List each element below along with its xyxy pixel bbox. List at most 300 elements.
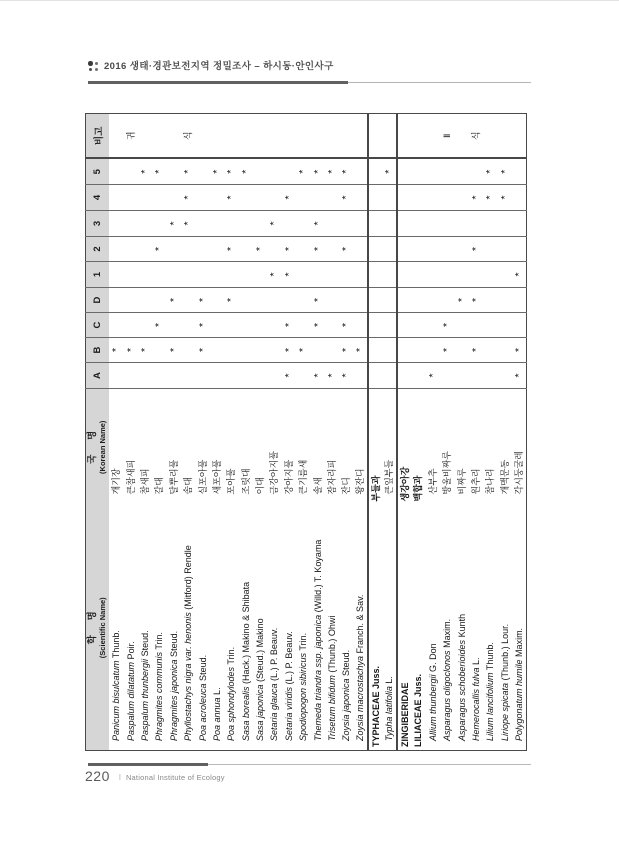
species-row: [267, 114, 281, 751]
scientific-name-cell: Asparagus oligoclonos Maxim.: [442, 618, 453, 741]
scientific-name-cell: Polygonatum humile Maxim.: [513, 627, 524, 741]
korean-name-cell: 금강아지풀: [269, 451, 280, 495]
occurrence-mark-cell-4: [239, 185, 253, 211]
occurrence-mark-cell-5: *: [152, 159, 166, 185]
occurrence-mark-cell-4: [512, 185, 526, 211]
occurrence-mark-cell-C: *: [339, 313, 353, 338]
occurrence-mark-cell-1: [483, 262, 497, 288]
occurrence-mark-cell-A: [239, 363, 253, 389]
occurrence-mark-cell-D: [368, 288, 382, 313]
occurrence-mark-cell-B: *: [195, 338, 209, 363]
occurrence-mark-cell-5: *: [339, 159, 353, 185]
occurrence-mark-cell-4: *: [483, 185, 497, 211]
occurrence-mark-cell-C: [181, 313, 195, 338]
occurrence-mark-cell-2: [498, 237, 512, 262]
occurrence-mark-cell-D: *: [310, 288, 324, 313]
occurrence-mark-cell-4: [167, 185, 181, 211]
occurrence-mark-cell-1: *: [282, 262, 296, 288]
remark-cell: [224, 114, 238, 159]
occurrence-mark-cell-D: [152, 288, 166, 313]
occurrence-mark-cell-A: [354, 363, 368, 389]
occurrence-mark-cell-C: [498, 313, 512, 338]
occurrence-mark-cell-A: [483, 363, 497, 389]
scientific-name-cell: Hemerocallis fulva L.: [470, 657, 481, 741]
korean-name-cell: 왕잔디: [355, 468, 366, 495]
species-row: [195, 114, 209, 751]
family-row: [368, 114, 382, 751]
occurrence-mark-cell-B: [382, 338, 396, 363]
occurrence-mark-cell-3: [411, 211, 425, 237]
remark-cell: [498, 114, 512, 159]
occurrence-mark-cell-B: [181, 338, 195, 363]
occurrence-mark-cell-4: [354, 185, 368, 211]
occurrence-mark-cell-3: [138, 211, 152, 237]
occurrence-mark-cell-A: [397, 363, 411, 389]
remark-cell: [397, 114, 411, 159]
institute-name: National Institute of Ecology: [125, 773, 225, 782]
header-row: [86, 114, 110, 751]
occurrence-mark-cell-D: *: [469, 288, 483, 313]
occurrence-mark-cell-3: [382, 211, 396, 237]
remark-cell: [267, 114, 281, 159]
occurrence-mark-cell-C: [109, 313, 123, 338]
occurrence-mark-cell-B: [498, 338, 512, 363]
occurrence-mark-cell-C: [397, 313, 411, 338]
remark-cell: [454, 114, 468, 159]
occurrence-mark-cell-1: [123, 262, 137, 288]
occurrence-mark-cell-B: *: [167, 338, 181, 363]
occurrence-mark-cell-2: [397, 237, 411, 262]
scientific-name-cell: TYPHACEAE Juss.: [368, 506, 382, 751]
occurrence-mark-cell-C: [267, 313, 281, 338]
korean-name-cell: 솔새: [312, 477, 323, 495]
occurrence-mark-cell-A: [469, 363, 483, 389]
species-row: [339, 114, 353, 751]
occurrence-mark-cell-4: [109, 185, 123, 211]
occurrence-mark-cell-4: [397, 185, 411, 211]
scientific-name-cell: Themeda triandra ssp. japonica (Willd.) T. Koyama: [312, 539, 323, 741]
scientific-name-cell: Panicum bisulcatum Thunb.: [111, 630, 122, 741]
occurrence-mark-cell-A: [224, 363, 238, 389]
occurrence-mark-cell-D: [440, 288, 454, 313]
occurrence-mark-cell-3: [195, 211, 209, 237]
occurrence-mark-cell-D: [138, 288, 152, 313]
occurrence-mark-cell-B: *: [109, 338, 123, 363]
occurrence-mark-cell-4: [426, 185, 440, 211]
occurrence-mark-cell-1: *: [267, 262, 281, 288]
species-row: [167, 114, 181, 751]
occurrence-mark-cell-3: *: [267, 211, 281, 237]
korean-name-cell: 참새피: [139, 468, 150, 495]
occurrence-mark-cell-D: [498, 288, 512, 313]
occurrence-mark-cell-2: [354, 237, 368, 262]
occurrence-mark-cell-D: [123, 288, 137, 313]
occurrence-mark-cell-B: [411, 338, 425, 363]
occurrence-mark-cell-5: [354, 159, 368, 185]
occurrence-mark-cell-B: *: [440, 338, 454, 363]
occurrence-mark-cell-5: *: [498, 159, 512, 185]
occurrence-mark-cell-2: [195, 237, 209, 262]
species-row: [210, 114, 224, 751]
remark-cell: [109, 114, 123, 159]
occurrence-mark-cell-5: [469, 159, 483, 185]
table-header: [86, 114, 110, 751]
occurrence-mark-cell-5: [253, 159, 267, 185]
scientific-name-cell: Zoysia japonica Steud.: [341, 649, 352, 741]
occurrence-mark-cell-3: [239, 211, 253, 237]
remark-cell: [512, 114, 526, 159]
occurrence-mark-cell-B: [368, 338, 382, 363]
occurrence-mark-cell-B: *: [339, 338, 353, 363]
occurrence-mark-cell-C: [512, 313, 526, 338]
occurrence-mark-cell-3: [469, 211, 483, 237]
remark-cell: [354, 114, 368, 159]
occurrence-mark-cell-1: [109, 262, 123, 288]
occurrence-mark-cell-B: [310, 338, 324, 363]
occurrence-mark-cell-A: [296, 363, 310, 389]
page-number: 220: [85, 768, 110, 784]
occurrence-mark-cell-D: [483, 288, 497, 313]
occurrence-mark-cell-4: [325, 185, 339, 211]
remark-cell: [253, 114, 267, 159]
remark-cell: [282, 114, 296, 159]
occurrence-mark-cell-2: [181, 237, 195, 262]
scientific-name-cell: Poa annua L.: [211, 687, 222, 741]
occurrence-mark-cell-A: *: [325, 363, 339, 389]
occurrence-mark-cell-C: [138, 313, 152, 338]
scientific-name-cell: Phragmites japonica Steud.: [168, 630, 179, 741]
header-rule: [88, 81, 531, 84]
scientific-name-cell: Allium thunbergii G. Don: [427, 643, 438, 741]
occurrence-mark-cell-1: [239, 262, 253, 288]
occurrence-mark-cell-3: [224, 211, 238, 237]
remark-cell: 식: [469, 114, 483, 159]
occurrence-mark-cell-5: *: [382, 159, 396, 185]
species-row: [282, 114, 296, 751]
korean-name-cell: 조릿대: [240, 468, 251, 495]
scientific-name-cell: Poa acroleuca Steud.: [197, 654, 208, 741]
occurrence-mark-cell-4: [138, 185, 152, 211]
korean-name-cell: 큰잎부들: [384, 459, 395, 495]
occurrence-mark-cell-3: [512, 211, 526, 237]
korean-name-cell: 달뿌리풀: [168, 459, 179, 495]
occurrence-mark-cell-4: [267, 185, 281, 211]
korean-name-cell: 잠자리피: [327, 459, 338, 495]
occurrence-mark-cell-4: [296, 185, 310, 211]
occurrence-mark-cell-B: *: [138, 338, 152, 363]
occurrence-mark-cell-B: [454, 338, 468, 363]
korean-name-cell: 이대: [255, 477, 266, 495]
remark-cell: [296, 114, 310, 159]
occurrence-mark-cell-D: [339, 288, 353, 313]
occurrence-mark-cell-C: [239, 313, 253, 338]
occurrence-mark-cell-C: [123, 313, 137, 338]
occurrence-mark-cell-1: [152, 262, 166, 288]
scientific-name-cell: Typha latifolia L.: [384, 676, 395, 741]
occurrence-mark-cell-2: [411, 237, 425, 262]
occurrence-mark-cell-C: [426, 313, 440, 338]
occurrence-mark-cell-D: [239, 288, 253, 313]
occurrence-mark-cell-1: [440, 262, 454, 288]
col-header-korean-name: 국 명 (Korean Name): [86, 389, 110, 506]
occurrence-mark-cell-3: *: [310, 211, 324, 237]
occurrence-mark-cell-B: [224, 338, 238, 363]
occurrence-mark-cell-2: *: [224, 237, 238, 262]
occurrence-mark-cell-D: [325, 288, 339, 313]
occurrence-mark-cell-C: [469, 313, 483, 338]
occurrence-mark-cell-C: *: [282, 313, 296, 338]
occurrence-mark-cell-3: [282, 211, 296, 237]
col-header-remark: 비고: [86, 114, 110, 159]
col-header-site-1: 1: [86, 262, 110, 288]
scientific-name-cell: Setaria viridis (L.) P. Beauv.: [283, 631, 294, 741]
species-row: [483, 114, 497, 751]
occurrence-mark-cell-A: [498, 363, 512, 389]
scientific-name-cell: Sasa borealis (Hack.) Makino & Shibata: [240, 581, 251, 741]
occurrence-mark-cell-C: [382, 313, 396, 338]
occurrence-mark-cell-D: *: [224, 288, 238, 313]
occurrence-mark-cell-2: [382, 237, 396, 262]
korean-name-cell: 큰참새피: [125, 459, 136, 495]
occurrence-mark-cell-5: [167, 159, 181, 185]
occurrence-mark-cell-2: [368, 237, 382, 262]
occurrence-mark-cell-C: [354, 313, 368, 338]
occurrence-mark-cell-1: [167, 262, 181, 288]
occurrence-mark-cell-5: *: [325, 159, 339, 185]
occurrence-mark-cell-A: *: [310, 363, 324, 389]
occurrence-mark-cell-1: [195, 262, 209, 288]
occurrence-mark-cell-A: [253, 363, 267, 389]
species-row: [354, 114, 368, 751]
occurrence-mark-cell-1: [325, 262, 339, 288]
occurrence-mark-cell-B: [483, 338, 497, 363]
occurrence-mark-cell-3: [210, 211, 224, 237]
occurrence-mark-cell-2: [440, 237, 454, 262]
occurrence-mark-cell-2: [426, 237, 440, 262]
occurrence-mark-cell-A: [109, 363, 123, 389]
occurrence-mark-cell-3: *: [181, 211, 195, 237]
occurrence-mark-cell-D: *: [167, 288, 181, 313]
remark-cell: [239, 114, 253, 159]
occurrence-mark-cell-2: [123, 237, 137, 262]
occurrence-mark-cell-4: [210, 185, 224, 211]
remark-cell: [310, 114, 324, 159]
species-row: [498, 114, 512, 751]
occurrence-mark-cell-A: [382, 363, 396, 389]
remark-cell: [167, 114, 181, 159]
occurrence-mark-cell-D: [411, 288, 425, 313]
occurrence-mark-cell-C: [210, 313, 224, 338]
col-header-site-2: 2: [86, 237, 110, 262]
species-row: [253, 114, 267, 751]
occurrence-mark-cell-C: [167, 313, 181, 338]
occurrence-mark-cell-4: [382, 185, 396, 211]
scientific-name-cell: Phragmites communis Trin.: [154, 631, 165, 741]
occurrence-mark-cell-C: [454, 313, 468, 338]
scientific-name-cell: Lilium lancifolium Thunb.: [485, 642, 496, 741]
remark-cell: [152, 114, 166, 159]
occurrence-mark-cell-B: *: [354, 338, 368, 363]
occurrence-mark-cell-2: [138, 237, 152, 262]
scientific-name-cell: ZINGIBERIDAE: [397, 506, 411, 751]
occurrence-mark-cell-D: [382, 288, 396, 313]
occurrence-mark-cell-3: [440, 211, 454, 237]
korean-name-cell: 강아지풀: [283, 459, 294, 495]
occurrence-mark-cell-5: *: [138, 159, 152, 185]
occurrence-mark-cell-1: [339, 262, 353, 288]
occurrence-mark-cell-5: [267, 159, 281, 185]
occurrence-mark-cell-3: [483, 211, 497, 237]
occurrence-mark-cell-5: [454, 159, 468, 185]
col-header-scientific-name: 학 명 (Scientific Name): [86, 506, 110, 751]
korean-name-cell: 잔디: [341, 477, 352, 495]
occurrence-mark-cell-D: [397, 288, 411, 313]
occurrence-mark-cell-2: *: [339, 237, 353, 262]
section-dots-icon: [88, 60, 99, 74]
occurrence-mark-cell-1: [224, 262, 238, 288]
scientific-name-cell: Sasa japonica (Steud.) Makino: [255, 618, 266, 741]
footer-rule: [88, 763, 531, 766]
species-row: [224, 114, 238, 751]
occurrence-mark-cell-A: *: [426, 363, 440, 389]
scientific-name-cell: Spodiopogon sibiricus Trin.: [298, 632, 309, 741]
occurrence-mark-cell-D: [282, 288, 296, 313]
occurrence-mark-cell-C: [368, 313, 382, 338]
occurrence-mark-cell-B: [397, 338, 411, 363]
occurrence-mark-cell-1: [138, 262, 152, 288]
scientific-name-cell: Setaria glauca (L.) P. Beauv.: [269, 627, 280, 741]
occurrence-mark-cell-4: [253, 185, 267, 211]
korean-name-cell: 새포아풀: [211, 459, 222, 495]
family-row: [411, 114, 425, 751]
page-footer: [85, 769, 225, 783]
occurrence-mark-cell-B: [267, 338, 281, 363]
species-occurrence-table: [85, 113, 527, 751]
occurrence-mark-cell-A: [195, 363, 209, 389]
col-header-site-D: D: [86, 288, 110, 313]
occurrence-mark-cell-4: *: [224, 185, 238, 211]
occurrence-mark-cell-4: [152, 185, 166, 211]
col-header-site-3: 3: [86, 211, 110, 237]
occurrence-mark-cell-2: [512, 237, 526, 262]
occurrence-mark-cell-3: [397, 211, 411, 237]
occurrence-mark-cell-4: [454, 185, 468, 211]
occurrence-mark-cell-B: *: [123, 338, 137, 363]
occurrence-mark-cell-A: [123, 363, 137, 389]
korean-name-cell: 큰기름새: [298, 459, 309, 495]
occurrence-mark-cell-5: [195, 159, 209, 185]
occurrence-mark-cell-2: *: [253, 237, 267, 262]
occurrence-mark-cell-3: [354, 211, 368, 237]
korean-name-cell: 개기장: [111, 468, 122, 495]
remark-cell: [195, 114, 209, 159]
remark-cell: [325, 114, 339, 159]
occurrence-mark-cell-5: *: [181, 159, 195, 185]
occurrence-mark-cell-D: [253, 288, 267, 313]
occurrence-mark-cell-1: [426, 262, 440, 288]
occurrence-mark-cell-B: *: [512, 338, 526, 363]
scientific-name-cell: Trisetum bifidum (Thunb.) Ohwi: [327, 615, 338, 741]
report-title: 2016 생태·경관보전지역 정밀조사 – 하시동·안인사구: [104, 61, 334, 72]
species-row: [469, 114, 483, 751]
korean-name-cell: 포아풀: [226, 468, 237, 495]
scientific-name-cell: Zoysia macrostachya Franch. & Sav.: [355, 594, 366, 741]
korean-name-cell: 참나리: [485, 468, 496, 495]
scientific-name-cell: Liriope spicata (Thunb.) Lour.: [499, 623, 510, 741]
species-row: [325, 114, 339, 751]
occurrence-mark-cell-1: [210, 262, 224, 288]
occurrence-mark-cell-5: [512, 159, 526, 185]
footer-separator: ǀ: [118, 773, 121, 782]
occurrence-mark-cell-C: [325, 313, 339, 338]
korean-name-cell: 백합과: [413, 475, 424, 502]
occurrence-mark-cell-4: *: [339, 185, 353, 211]
col-header-site-5: 5: [86, 159, 110, 185]
occurrence-mark-cell-2: [296, 237, 310, 262]
occurrence-mark-cell-1: [253, 262, 267, 288]
occurrence-mark-cell-C: [483, 313, 497, 338]
occurrence-mark-cell-2: [210, 237, 224, 262]
occurrence-mark-cell-D: [426, 288, 440, 313]
species-row: [239, 114, 253, 751]
occurrence-mark-cell-1: [469, 262, 483, 288]
occurrence-mark-cell-4: [368, 185, 382, 211]
remark-cell: [138, 114, 152, 159]
occurrence-mark-cell-4: *: [469, 185, 483, 211]
occurrence-mark-cell-5: [411, 159, 425, 185]
remark-cell: [382, 114, 396, 159]
korean-name-cell: 솜대: [183, 477, 194, 495]
occurrence-mark-cell-C: *: [152, 313, 166, 338]
occurrence-mark-cell-2: *: [310, 237, 324, 262]
occurrence-mark-cell-2: *: [469, 237, 483, 262]
occurrence-mark-cell-B: *: [296, 338, 310, 363]
occurrence-mark-cell-1: [382, 262, 396, 288]
scientific-name-cell: Paspalum dilatatum Poir.: [125, 641, 136, 741]
occurrence-mark-cell-5: *: [310, 159, 324, 185]
scientific-name-cell: Phyllostachys nigra var. henonis (Mitford) Rendle: [183, 545, 194, 741]
occurrence-mark-cell-A: [440, 363, 454, 389]
remark-cell: [210, 114, 224, 159]
occurrence-mark-cell-1: [354, 262, 368, 288]
occurrence-mark-cell-C: [224, 313, 238, 338]
occurrence-mark-cell-D: [181, 288, 195, 313]
col-header-site-C: C: [86, 313, 110, 338]
korean-name-cell: 실포아풀: [197, 459, 208, 495]
occurrence-mark-cell-3: [296, 211, 310, 237]
occurrence-mark-cell-4: [123, 185, 137, 211]
remark-cell: 귀: [123, 114, 137, 159]
species-row: [138, 114, 152, 751]
occurrence-mark-cell-5: *: [483, 159, 497, 185]
scientific-name-cell: LILIACEAE Juss.: [413, 673, 424, 747]
remark-cell: [426, 114, 440, 159]
remark-cell: Ⅱ: [440, 114, 454, 159]
occurrence-mark-cell-1: [181, 262, 195, 288]
korean-name-cell: 방울비짜루: [442, 451, 453, 495]
occurrence-mark-cell-D: [512, 288, 526, 313]
species-row: [454, 114, 468, 751]
occurrence-mark-cell-2: [267, 237, 281, 262]
occurrence-mark-cell-D: [296, 288, 310, 313]
species-row: [296, 114, 310, 751]
occurrence-mark-cell-3: [152, 211, 166, 237]
occurrence-mark-cell-A: *: [339, 363, 353, 389]
occurrence-mark-cell-5: *: [239, 159, 253, 185]
occurrence-mark-cell-3: [368, 211, 382, 237]
species-row: [181, 114, 195, 751]
scientific-name-cell: Poa sphondylodes Trin.: [226, 646, 237, 741]
